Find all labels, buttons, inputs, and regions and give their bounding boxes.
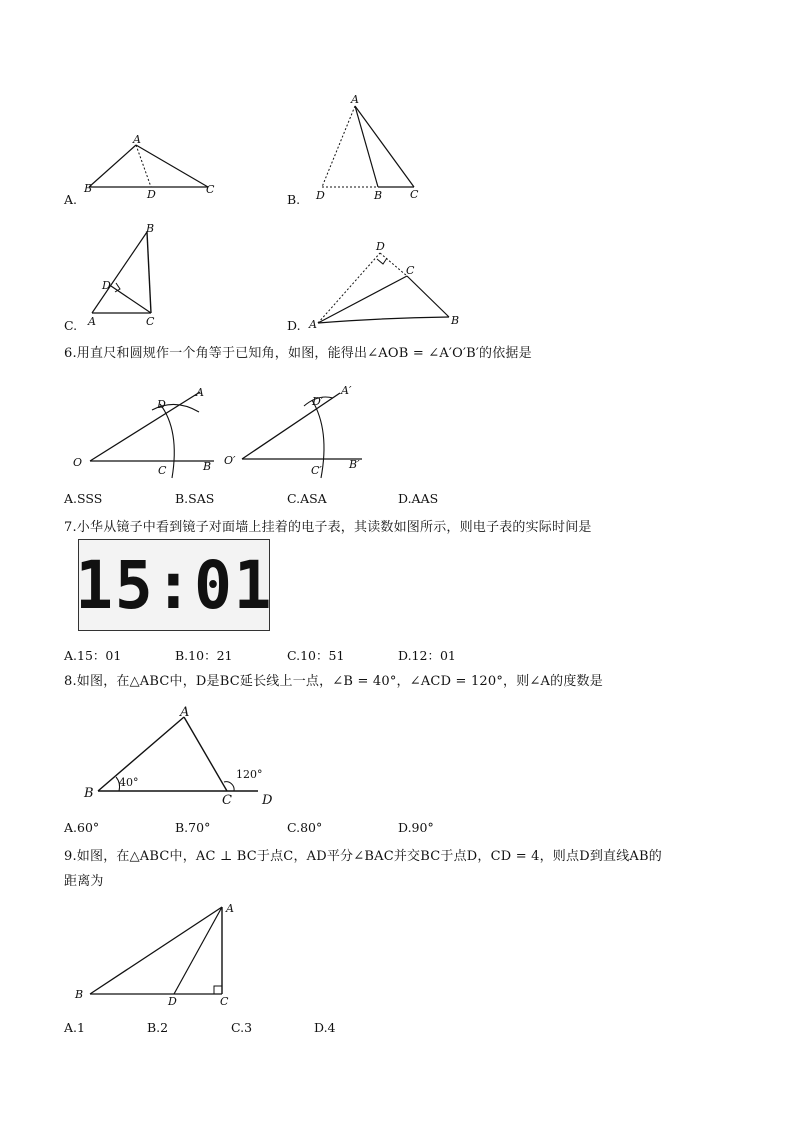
q8-label-d: D bbox=[262, 793, 273, 808]
q6-fig1-label-b: B bbox=[203, 460, 212, 473]
q5-fig-a-label-c: C bbox=[206, 183, 215, 196]
q9-label-c: C bbox=[220, 995, 229, 1008]
q8-question-text: 8.如图，在△ABC中，D是BC延长线上一点，∠B = 40°，∠ACD = 120°，则∠A的度数是 bbox=[64, 674, 603, 689]
q6-question-text: 6.用直尺和圆规作一个角等于已知角，如图，能得出∠AOB = ∠A′O′B′的依据是 bbox=[64, 346, 532, 361]
q6-fig2-label-a: A′ bbox=[341, 384, 352, 397]
q8-angle-acd-label: 120° bbox=[236, 768, 263, 781]
q6-fig1-label-d: D bbox=[157, 398, 166, 411]
q9-question-line2: 距离为 bbox=[64, 874, 104, 889]
clock-reading: 15:01 bbox=[74, 546, 274, 624]
q6-fig1-label-c: C bbox=[158, 464, 167, 477]
q8-label-a: A bbox=[180, 705, 190, 720]
q9-option-b[interactable]: B.2 bbox=[147, 1020, 169, 1035]
q5-fig-c-label-c: C bbox=[146, 315, 155, 328]
q8-option-a[interactable]: A.60° bbox=[64, 820, 100, 835]
q6-option-c[interactable]: C.ASA bbox=[287, 491, 327, 506]
q5-fig-c-label-d: D bbox=[102, 279, 111, 292]
q5-fig-c-label-b: B bbox=[146, 222, 155, 235]
q5-fig-b-label-c: C bbox=[410, 188, 419, 201]
q7-option-a[interactable]: A.15：01 bbox=[64, 648, 122, 663]
q9-option-a[interactable]: A.1 bbox=[64, 1020, 85, 1035]
q5-option-a-label: A. bbox=[64, 192, 78, 207]
q9-fig-shape bbox=[90, 907, 222, 994]
q5-option-b-label: B. bbox=[287, 192, 301, 207]
q6-fig2-label-o: O′ bbox=[224, 454, 236, 467]
q5-fig-d-label-d: D bbox=[376, 240, 385, 253]
q6-option-b[interactable]: B.SAS bbox=[175, 491, 215, 506]
q5-option-d-label: D. bbox=[287, 318, 301, 333]
q6-fig2-label-d: D′ bbox=[312, 395, 324, 408]
q6-fig1-label-a: A bbox=[196, 386, 204, 399]
q5-fig-b-label-a: A bbox=[351, 93, 359, 106]
q8-label-b: B bbox=[84, 786, 94, 801]
q5-option-c-label: C. bbox=[64, 318, 78, 333]
q9-question-line1: 9.如图，在△ABC中，AC ⊥ BC于点C，AD平分∠BAC并交BC于点D，CD = 4，则点D到直线AB的 bbox=[64, 849, 662, 864]
q6-option-a[interactable]: A.SSS bbox=[64, 491, 103, 506]
q5-fig-b-label-d: D bbox=[316, 189, 325, 202]
q5-fig-a-label-b: B bbox=[84, 182, 93, 195]
q9-option-c[interactable]: C.3 bbox=[231, 1020, 253, 1035]
q6-fig2-label-b: B′ bbox=[349, 458, 360, 471]
q5-fig-a-label-a: A bbox=[133, 133, 141, 146]
q9-label-d: D bbox=[168, 995, 177, 1008]
q9-option-d[interactable]: D.4 bbox=[314, 1020, 336, 1035]
q7-question-text: 7.小华从镜子中看到镜子对面墙上挂着的电子表，其读数如图所示，则电子表的实际时间是 bbox=[64, 520, 592, 535]
q6-fig1-label-o: O bbox=[73, 456, 83, 469]
q8-label-c: C bbox=[222, 793, 232, 808]
q8-option-b[interactable]: B.70° bbox=[175, 820, 211, 835]
q8-option-c[interactable]: C.80° bbox=[287, 820, 323, 835]
q7-option-d[interactable]: D.12：01 bbox=[398, 648, 456, 663]
q9-label-a: A bbox=[226, 902, 234, 915]
q5-fig-a-label-d: D bbox=[147, 188, 156, 201]
q8-angle-b-label: 40° bbox=[119, 776, 139, 789]
q5-fig-d-label-a: A bbox=[309, 318, 317, 331]
q5-fig-d-label-c: C bbox=[406, 264, 415, 277]
q5-fig-d-label-b: B bbox=[451, 314, 460, 327]
q5-fig-c-label-a: A bbox=[88, 315, 96, 328]
q8-option-d[interactable]: D.90° bbox=[398, 820, 434, 835]
q7-option-c[interactable]: C.10：51 bbox=[287, 648, 345, 663]
q6-option-d[interactable]: D.AAS bbox=[398, 491, 439, 506]
q7-option-b[interactable]: B.10：21 bbox=[175, 648, 233, 663]
q9-label-b: B bbox=[75, 988, 84, 1001]
q6-fig2-label-c: C′ bbox=[311, 464, 322, 477]
q5-fig-b-label-b: B bbox=[374, 189, 383, 202]
